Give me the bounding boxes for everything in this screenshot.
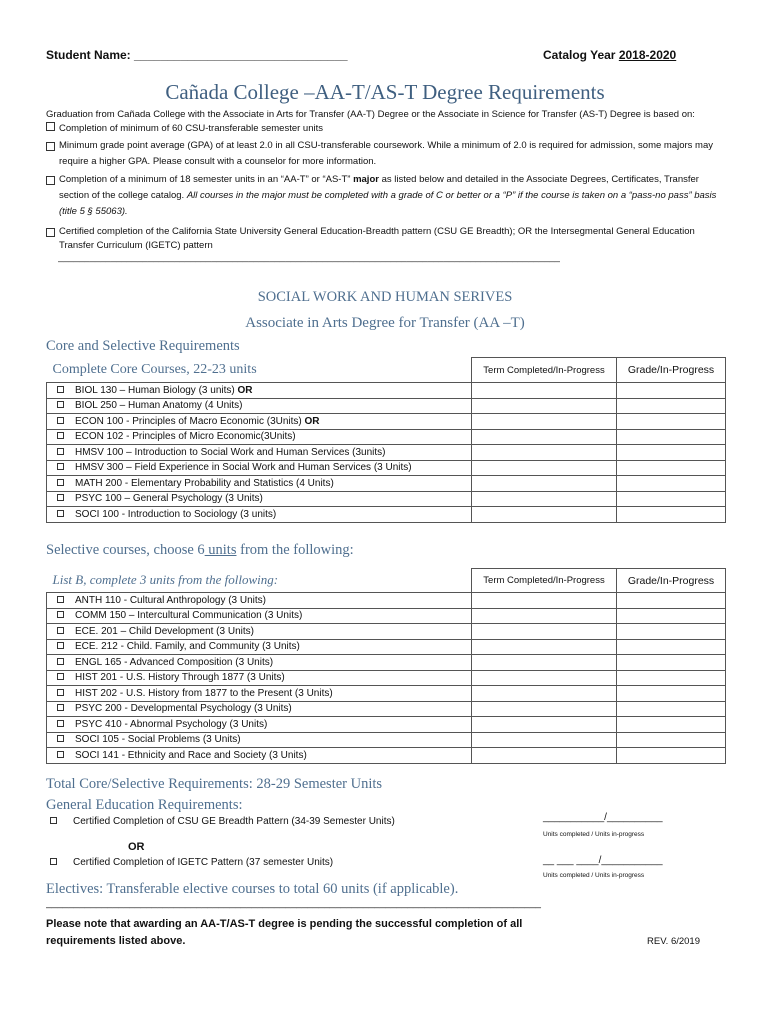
grade-cell[interactable] — [617, 717, 726, 733]
course-name: BIOL 130 – Human Biology (3 units) — [75, 384, 238, 396]
course-cell — [73, 414, 472, 430]
checkbox-icon[interactable] — [57, 658, 64, 665]
term-column-header — [472, 358, 617, 383]
course-name: COMM 150 – Intercultural Communication (3 Units) — [75, 610, 303, 622]
course-name: HMSV 100 – Introduction to Social Work and Human Services (3units) — [75, 446, 386, 458]
intro-item-2 — [46, 138, 726, 170]
term-completed-cell[interactable] — [472, 445, 617, 461]
checkbox-icon[interactable] — [50, 858, 57, 865]
checkbox-cell — [47, 383, 74, 399]
intro-item-1 — [46, 122, 726, 136]
intro-item-1-text: Completion of minimum of 60 CSU-transferable semester units — [59, 123, 323, 134]
checkbox-icon[interactable] — [50, 817, 57, 824]
course-cell — [73, 398, 472, 414]
course-cell — [73, 429, 472, 445]
grade-header-label: Grade/In-Progress — [627, 574, 715, 587]
grade-cell[interactable] — [617, 748, 726, 764]
ge-or: OR — [128, 841, 145, 853]
course-cell — [73, 460, 472, 476]
term-completed-cell[interactable] — [472, 717, 617, 733]
total-requirements: Total Core/Selective Requirements: 28-29 Semester Units — [46, 776, 383, 792]
grade-column-header — [617, 569, 726, 593]
table-row — [47, 624, 726, 640]
checkbox-icon[interactable] — [57, 448, 64, 455]
grade-cell[interactable] — [617, 732, 726, 748]
course-cell — [73, 445, 472, 461]
course-name: PSYC 100 – General Psychology (3 Units) — [75, 493, 263, 505]
checkbox-cell — [47, 670, 74, 686]
course-name: ANTH 110 - Cultural Anthropology (3 Units) — [75, 594, 267, 606]
checkbox-icon[interactable] — [57, 751, 64, 758]
course-name: BIOL 250 – Human Anatomy (4 Units) — [75, 400, 243, 412]
ge1-units-blank[interactable]: ___________/__________ — [543, 812, 663, 823]
checkbox-cell — [47, 460, 74, 476]
grade-cell[interactable] — [617, 414, 726, 430]
checkbox-cell — [47, 748, 74, 764]
course-cell — [73, 608, 472, 624]
table-row — [47, 383, 726, 399]
core-heading: Core and Selective Requirements — [46, 338, 240, 354]
checkbox-icon[interactable] — [46, 176, 55, 185]
checkbox-cell — [47, 624, 74, 640]
term-completed-cell[interactable] — [472, 429, 617, 445]
grade-cell[interactable] — [617, 507, 726, 523]
checkbox-icon[interactable] — [57, 417, 64, 424]
intro-item-4 — [46, 225, 726, 253]
completion-note: Please note that awarding an AA-T/AS-T degree is pending the successful completion of all requirements listed above. — [46, 918, 523, 947]
table-row — [47, 686, 726, 702]
table-row — [47, 507, 726, 523]
checkbox-icon[interactable] — [57, 673, 64, 680]
term-header-label: Term Completed/In-Progress — [483, 575, 605, 586]
checkbox-icon[interactable] — [57, 611, 64, 618]
checkbox-icon[interactable] — [57, 720, 64, 727]
grade-column-header — [617, 358, 726, 383]
page-title: Cañada College –AA-T/AS-T Degree Requirements — [165, 80, 605, 104]
table-row — [47, 701, 726, 717]
grade-cell[interactable] — [617, 398, 726, 414]
core-subheading-cell — [47, 358, 472, 383]
table-row — [47, 608, 726, 624]
checkbox-cell — [47, 429, 74, 445]
checkbox-icon[interactable] — [57, 689, 64, 696]
term-completed-cell[interactable] — [472, 593, 617, 609]
intro-text: Graduation from Cañada College with the Associate in Arts for Transfer (AA-T) Degree or the Associate in Science for Transfer (AS-T) Degree is based on: — [46, 109, 695, 120]
term-completed-cell[interactable] — [472, 686, 617, 702]
course-name: SOCI 141 - Ethnicity and Race and Society (3 Units) — [75, 749, 307, 761]
term-completed-cell[interactable] — [472, 655, 617, 671]
course-name: HMSV 300 – Field Experience in Social Work and Human Services (3 Units) — [75, 462, 412, 474]
selective-heading — [46, 542, 354, 559]
term-completed-cell[interactable] — [472, 670, 617, 686]
table-row — [47, 593, 726, 609]
footer-divider: _________________________________________________________________________________________ — [46, 898, 541, 909]
intro-item-2-text: Minimum grade point average (GPA) of at least 2.0 in all CSU-transferable coursework. While a minimum of 2.0 is required for admission, some majors may require a higher GPA. Please consult with a counselor for more information. — [59, 140, 713, 167]
table-row — [47, 717, 726, 733]
checkbox-cell — [47, 717, 74, 733]
program-name: SOCIAL WORK AND HUMAN SERIVES — [257, 289, 513, 305]
checkbox-icon[interactable] — [57, 735, 64, 742]
checkbox-icon[interactable] — [57, 642, 64, 649]
grade-cell[interactable] — [617, 655, 726, 671]
course-cell — [73, 732, 472, 748]
grade-cell[interactable] — [617, 460, 726, 476]
grade-cell[interactable] — [617, 445, 726, 461]
term-header-label: Term Completed/In-Progress — [483, 364, 605, 376]
intro-item-4-text: Certified completion of the California State University General Education-Breadth pattern (CSU GE Breadth); OR the Intersegmental General Education Transfer Curriculum (IGETC) pattern — [59, 226, 695, 251]
checkbox-cell — [47, 686, 74, 702]
intro-item-3 — [46, 172, 726, 220]
checkbox-cell — [47, 608, 74, 624]
term-completed-cell[interactable] — [472, 491, 617, 507]
course-name: SOCI 105 - Social Problems (3 Units) — [75, 734, 241, 746]
course-cell — [73, 624, 472, 640]
term-completed-cell[interactable] — [472, 383, 617, 399]
table-row — [47, 398, 726, 414]
course-name: SOCI 100 - Introduction to Sociology (3 units) — [75, 508, 277, 520]
checkbox-cell — [47, 507, 74, 523]
grade-cell[interactable] — [617, 476, 726, 492]
intro-item-3-bold: major — [353, 174, 379, 185]
table-row — [47, 655, 726, 671]
revision-date: REV. 6/2019 — [647, 936, 700, 947]
checkbox-cell — [47, 445, 74, 461]
table-row — [47, 491, 726, 507]
table-row — [47, 460, 726, 476]
checkbox-cell — [47, 593, 74, 609]
term-completed-cell[interactable] — [472, 608, 617, 624]
table-row — [47, 476, 726, 492]
selective-heading-a: Selective courses, choose 6 — [46, 542, 205, 558]
checkbox-icon[interactable] — [57, 704, 64, 711]
checkbox-icon[interactable] — [46, 122, 55, 131]
selective-heading-units: units — [204, 542, 237, 558]
term-completed-cell[interactable] — [472, 507, 617, 523]
term-completed-cell[interactable] — [472, 639, 617, 655]
grade-cell[interactable] — [617, 639, 726, 655]
ge-option-csu — [50, 816, 395, 827]
grade-cell[interactable] — [617, 624, 726, 640]
checkbox-cell — [47, 655, 74, 671]
ge2-units-caption: Units completed / Units in-progress — [543, 872, 645, 879]
grade-cell[interactable] — [617, 608, 726, 624]
term-completed-cell[interactable] — [472, 748, 617, 764]
course-cell — [73, 748, 472, 764]
term-completed-cell[interactable] — [472, 398, 617, 414]
course-name: ECON 100 - Principles of Macro Economic (3Units) — [75, 415, 305, 427]
intro-item-3-italic: All courses in the major must be completed with a grade of C or better or a “P” if the course is taken on a “pass-no pass” basis (title 5 § 55063). — [59, 190, 717, 217]
grade-cell[interactable] — [617, 670, 726, 686]
table-row — [47, 445, 726, 461]
course-name: ECON 102 - Principles of Micro Economic(3Units) — [75, 431, 296, 443]
grade-cell[interactable] — [617, 491, 726, 507]
course-name: ECE. 212 - Child. Family, and Community (3 Units) — [75, 641, 300, 653]
course-cell — [73, 655, 472, 671]
course-name: MATH 200 - Elementary Probability and Statistics (4 Units) — [75, 477, 334, 489]
course-cell — [73, 491, 472, 507]
course-name: ECE. 201 – Child Development (3 Units) — [75, 625, 254, 637]
catalog-year-value: 2018-2020 — [618, 48, 677, 62]
table-row — [47, 748, 726, 764]
table-row — [47, 414, 726, 430]
checkbox-cell — [47, 639, 74, 655]
grade-cell[interactable] — [617, 686, 726, 702]
checkbox-cell — [47, 732, 74, 748]
checkbox-cell — [47, 491, 74, 507]
grade-header-label: Grade/In-Progress — [627, 364, 715, 376]
checkbox-cell — [47, 398, 74, 414]
checkbox-icon[interactable] — [57, 596, 64, 603]
student-name-field: Student Name: ________________________________ — [46, 48, 348, 62]
checkbox-icon[interactable] — [57, 479, 64, 486]
course-or: OR — [304, 415, 320, 427]
checkbox-icon[interactable] — [57, 627, 64, 634]
selective-subheading: List B, complete 3 units from the following: — [52, 572, 279, 588]
intro-item-3-text: Completion of a minimum of 18 semester units in an “AA-T” or “AS-T” — [59, 174, 354, 185]
catalog-year — [543, 48, 676, 62]
course-cell — [73, 717, 472, 733]
grade-cell[interactable] — [617, 593, 726, 609]
course-name: PSYC 200 - Developmental Psychology (3 Units) — [75, 703, 292, 715]
term-completed-cell[interactable] — [472, 701, 617, 717]
selective-subheading-cell — [47, 569, 472, 593]
electives-note: Electives: Transferable elective courses to total 60 units (if applicable). — [46, 881, 459, 897]
grade-cell[interactable] — [617, 383, 726, 399]
checkbox-cell — [47, 701, 74, 717]
term-completed-cell[interactable] — [472, 460, 617, 476]
checkbox-icon[interactable] — [46, 228, 55, 237]
course-name: PSYC 410 - Abnormal Psychology (3 Units) — [75, 718, 268, 730]
core-subheading: Complete Core Courses, 22-23 units — [52, 361, 257, 377]
table-row — [47, 732, 726, 748]
term-completed-cell[interactable] — [472, 624, 617, 640]
ge1-units-caption: Units completed / Units in-progress — [543, 831, 645, 838]
course-cell — [73, 383, 472, 399]
checkbox-cell — [47, 476, 74, 492]
term-completed-cell[interactable] — [472, 414, 617, 430]
table-row — [47, 639, 726, 655]
catalog-year-label: Catalog Year — [543, 48, 619, 62]
ge-option-igetc-label: Certified Completion of IGETC Pattern (37 semester Units) — [73, 857, 334, 868]
course-or: OR — [237, 384, 253, 396]
ge-option-igetc — [50, 857, 333, 868]
grade-cell[interactable] — [617, 429, 726, 445]
ge-heading: General Education Requirements: — [46, 797, 243, 813]
course-cell — [73, 593, 472, 609]
checkbox-icon[interactable] — [46, 142, 55, 151]
course-cell — [73, 670, 472, 686]
course-cell — [73, 476, 472, 492]
selective-heading-b: from the following: — [236, 542, 354, 558]
checkbox-icon[interactable] — [57, 463, 64, 470]
course-name: HIST 202 - U.S. History from 1877 to the Present (3 Units) — [75, 687, 333, 699]
grade-cell[interactable] — [617, 701, 726, 717]
selective-courses-table — [46, 568, 726, 764]
term-completed-cell[interactable] — [472, 732, 617, 748]
course-cell — [73, 639, 472, 655]
course-name: ENGL 165 - Advanced Composition (3 Units) — [75, 656, 274, 668]
ge2-units-blank[interactable]: __ ___ ____/___________ — [543, 855, 663, 866]
course-name: HIST 201 - U.S. History Through 1877 (3 Units) — [75, 672, 285, 684]
course-cell — [73, 686, 472, 702]
course-cell — [73, 701, 472, 717]
intro-item-3-text-b: as listed below and detailed in the Associate Degrees, Certificates, Transfer section of the college catalog. — [59, 174, 699, 201]
ge-option-csu-label: Certified Completion of CSU GE Breadth Pattern (34-39 Semester Units) — [73, 816, 395, 827]
core-courses-table — [46, 357, 726, 523]
term-completed-cell[interactable] — [472, 476, 617, 492]
course-cell — [73, 507, 472, 523]
checkbox-icon[interactable] — [57, 401, 64, 408]
table-row — [47, 670, 726, 686]
intro-divider: _______________________________________________________________________________________________ — [58, 253, 560, 263]
table-row — [47, 429, 726, 445]
checkbox-icon[interactable] — [57, 510, 64, 517]
checkbox-icon[interactable] — [57, 432, 64, 439]
checkbox-icon[interactable] — [57, 494, 64, 501]
term-column-header — [472, 569, 617, 593]
checkbox-icon[interactable] — [57, 386, 64, 393]
degree-name: Associate in Arts Degree for Transfer (AA –T) — [245, 315, 525, 331]
checkbox-cell — [47, 414, 74, 430]
